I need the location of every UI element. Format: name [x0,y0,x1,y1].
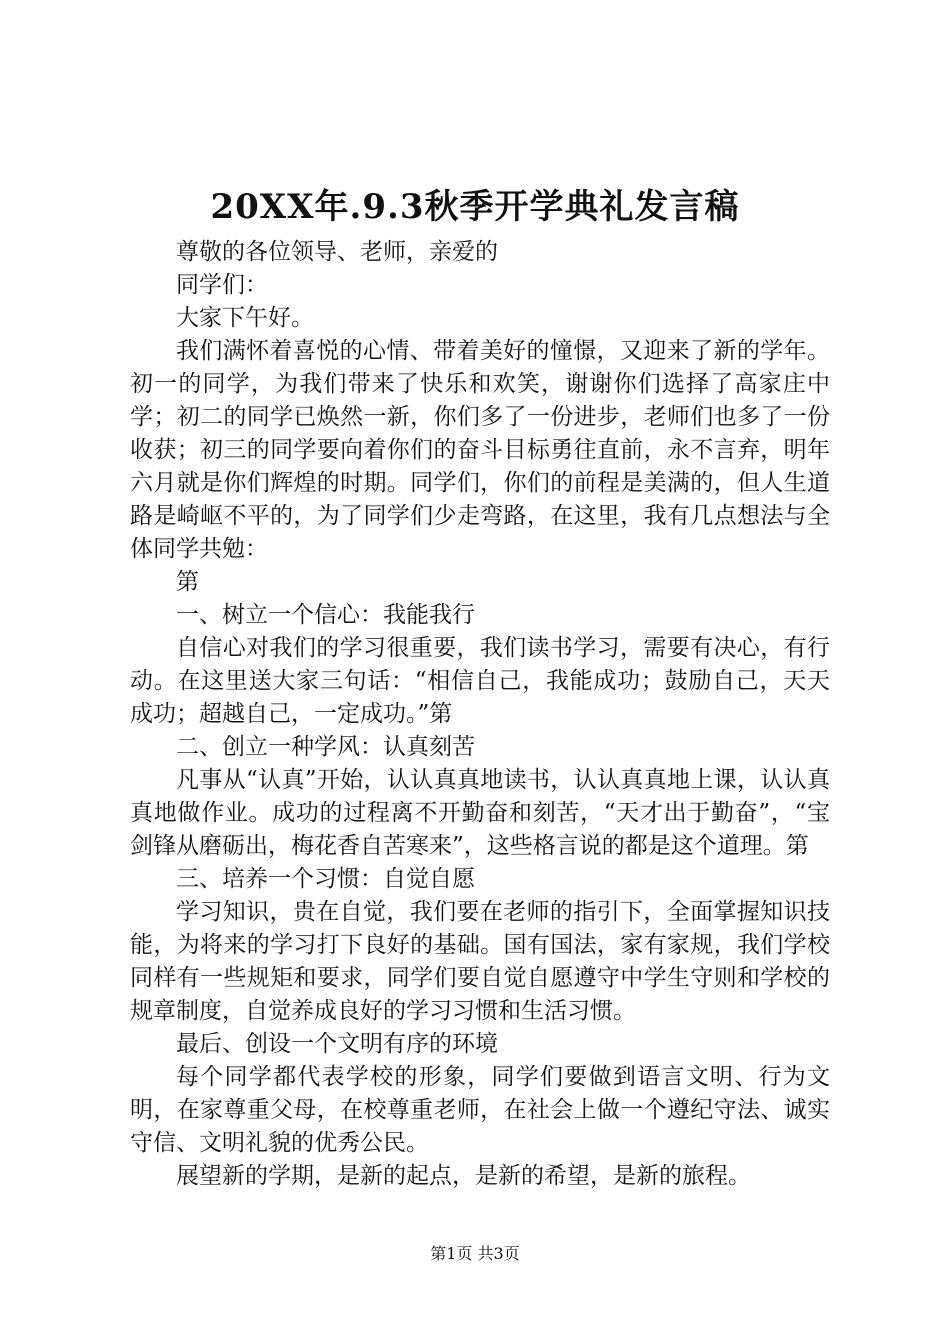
section-heading-4: 最后、创设一个文明有序的环境 [176,1031,498,1057]
paragraph-confidence: 自信心对我们的学习很重要，我们读书学习，需要有决心，有行动。在这里送大家三句话：“相信自己，我能成功；鼓励自己，天天成功；超越自己，一定成功。”第 [130,635,830,727]
section-heading-3: 三、培养一个习惯：自觉自愿 [176,866,475,892]
paragraph-habits: 学习知识，贵在自觉，我们要在老师的指引下，全面掌握知识技能，为将来的学习打下良好的基础。国有国法，家有家规，我们学校同样有一些规矩和要求，同学们要自觉自愿遵守中学生守则和学校的规章制度，自觉养成良好的学习习惯和生活习惯。 [130,899,830,1024]
paragraph-study-style: 凡事从“认真”开始，认认真真地读书，认认真真地上课，认认真真地做作业。成功的过程离不开勤奋和刻苦，“天才出于勤奋”，“宝剑锋从磨砺出，梅花香自苦寒来”，这些格言说的都是这个道理。第 [130,767,830,859]
page-indicator: 第1页 共3页 [430,1244,520,1263]
paragraph-outlook: 展望新的学期，是新的起点，是新的希望，是新的旅程。 [176,1163,751,1189]
section-heading-1: 一、树立一个信心：我能我行 [176,602,475,628]
paragraph-intro: 我们满怀着喜悦的心情、带着美好的憧憬，又迎来了新的学年。初一的同学，为我们带来了快乐和欢笑，谢谢你们选择了高家庄中学；初二的同学已焕然一新，你们多了一份进步，老师们也多了一份收获；初三的同学要向着你们的奋斗目标勇往直前，永不言弃，明年六月就是你们辉煌的时期。同学们，你们的前程是美满的，但人生道路是崎岖不平的，为了同学们少走弯路，在这里，我有几点想法与全体同学共勉： [130,338,830,562]
paragraph-environment: 每个同学都代表学校的形象，同学们要做到语言文明、行为文明，在家尊重父母，在校尊重老师，在社会上做一个遵纪守法、诚实守信、文明礼貌的优秀公民。 [130,1064,830,1156]
paragraph-fragment: 第 [176,569,199,595]
section-heading-2: 二、创立一种学风：认真刻苦 [176,734,475,760]
salutation-line-2: 同学们： [176,272,268,298]
salutation-line-1: 尊敬的各位领导、老师，亲爱的 [176,239,498,265]
greeting: 大家下午好。 [176,305,314,331]
document-title: 20XX年.9.3秋季开学典礼发言稿 [210,187,740,227]
document-body [130,236,830,1193]
